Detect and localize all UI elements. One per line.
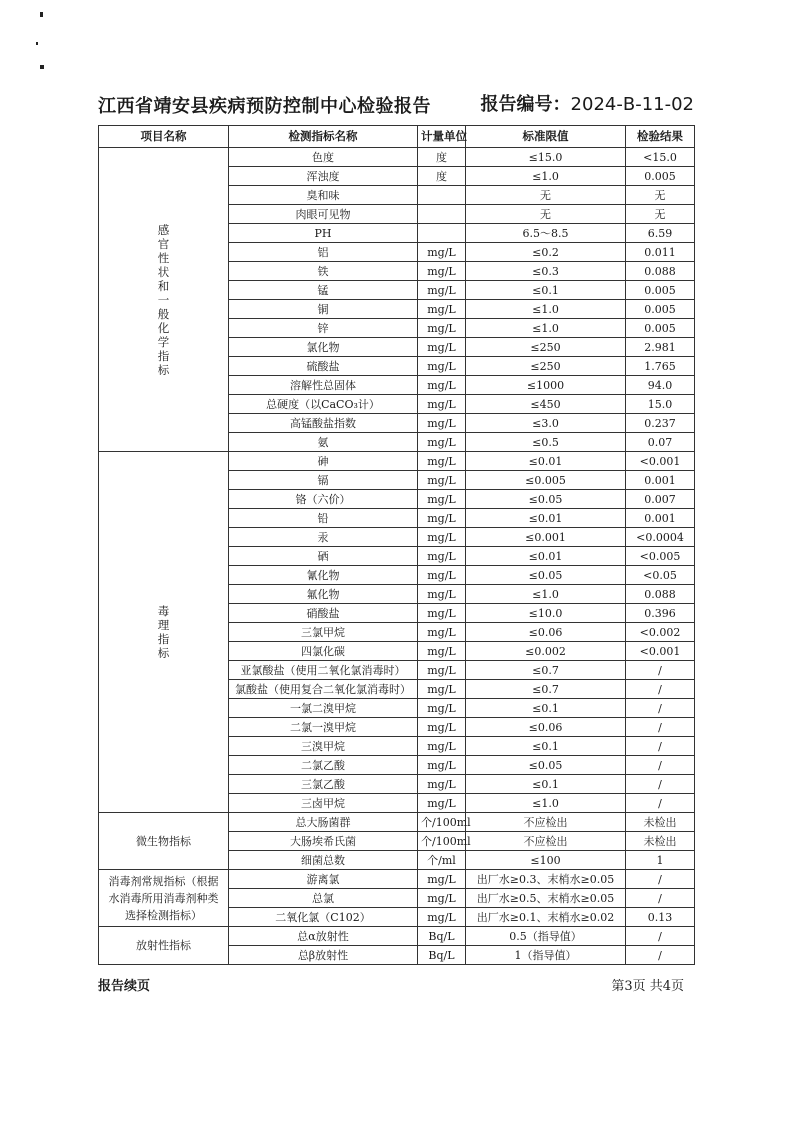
result-cell: 0.007 (626, 490, 695, 509)
unit-cell: mg/L (418, 908, 466, 927)
scan-speck-1 (40, 12, 43, 17)
limit-cell: 无 (466, 205, 626, 224)
indicator-cell: 砷 (229, 452, 418, 471)
indicator-cell: 四氯化碳 (229, 642, 418, 661)
category-cell (99, 148, 229, 452)
result-cell: 0.005 (626, 167, 695, 186)
report-title: 江西省靖安县疾病预防控制中心检验报告 (98, 96, 431, 117)
limit-cell: ≤0.01 (466, 452, 626, 471)
limit-cell: ≤10.0 (466, 604, 626, 623)
indicator-cell: 高锰酸盐指数 (229, 414, 418, 433)
indicator-cell: 一氯二溴甲烷 (229, 699, 418, 718)
category-label: 放射性指标 (136, 939, 191, 952)
result-cell: / (626, 889, 695, 908)
indicator-cell: 细菌总数 (229, 851, 418, 870)
limit-cell: ≤0.05 (466, 490, 626, 509)
unit-cell: mg/L (418, 889, 466, 908)
result-cell: 0.011 (626, 243, 695, 262)
unit-cell: mg/L (418, 452, 466, 471)
limit-cell: 出厂水≥0.1、末梢水≥0.02 (466, 908, 626, 927)
indicator-cell: 氟化物 (229, 585, 418, 604)
indicator-cell: 铬（六价） (229, 490, 418, 509)
indicator-cell: 总硬度（以CaCO₃计） (229, 395, 418, 414)
indicator-cell: 锰 (229, 281, 418, 300)
indicator-cell: 大肠埃希氏菌 (229, 832, 418, 851)
result-cell: 0.001 (626, 471, 695, 490)
table-row (99, 813, 695, 832)
category-cell (99, 927, 229, 965)
unit-cell: mg/L (418, 756, 466, 775)
result-cell: 0.07 (626, 433, 695, 452)
result-cell: <15.0 (626, 148, 695, 167)
indicator-cell: 臭和味 (229, 186, 418, 205)
result-cell: 0.396 (626, 604, 695, 623)
indicator-cell: 三氯甲烷 (229, 623, 418, 642)
limit-cell: ≤0.5 (466, 433, 626, 452)
table-row (99, 148, 695, 167)
indicator-cell: 铜 (229, 300, 418, 319)
indicator-cell: 浑浊度 (229, 167, 418, 186)
limit-cell: ≤1.0 (466, 167, 626, 186)
column-header: 检测指标名称 (229, 126, 418, 148)
category-label: 消毒剂常规指标（根据水消毒所用消毒剂种类选择检测指标） (108, 874, 219, 922)
unit-cell: mg/L (418, 566, 466, 585)
unit-cell: mg/L (418, 775, 466, 794)
indicator-cell: 铝 (229, 243, 418, 262)
unit-cell: 个/100ml (418, 813, 466, 832)
result-cell: 1.765 (626, 357, 695, 376)
limit-cell: ≤0.1 (466, 699, 626, 718)
result-cell: 未检出 (626, 813, 695, 832)
unit-cell: mg/L (418, 623, 466, 642)
limit-cell: ≤0.1 (466, 775, 626, 794)
result-cell: 0.005 (626, 319, 695, 338)
category-label: 毒理指标 (157, 604, 170, 660)
indicator-cell: 硫酸盐 (229, 357, 418, 376)
unit-cell (418, 186, 466, 205)
unit-cell: 度 (418, 148, 466, 167)
report-number-value: 2024-B-11-02 (570, 94, 694, 115)
indicator-cell: 总氯 (229, 889, 418, 908)
limit-cell: ≤450 (466, 395, 626, 414)
limit-cell: 不应检出 (466, 832, 626, 851)
result-cell: / (626, 794, 695, 813)
limit-cell: ≤0.06 (466, 623, 626, 642)
indicator-cell: 硝酸盐 (229, 604, 418, 623)
result-cell: / (626, 680, 695, 699)
limit-cell: ≤0.05 (466, 756, 626, 775)
unit-cell: 个/ml (418, 851, 466, 870)
unit-cell: mg/L (418, 319, 466, 338)
result-cell: / (626, 927, 695, 946)
unit-cell: mg/L (418, 604, 466, 623)
unit-cell: mg/L (418, 718, 466, 737)
unit-cell: mg/L (418, 870, 466, 889)
result-cell: 0.237 (626, 414, 695, 433)
unit-cell: mg/L (418, 300, 466, 319)
indicator-cell: 镉 (229, 471, 418, 490)
scan-speck-3 (40, 65, 44, 69)
limit-cell: ≤0.1 (466, 281, 626, 300)
limit-cell: ≤1.0 (466, 794, 626, 813)
unit-cell: mg/L (418, 528, 466, 547)
page-header (98, 88, 694, 118)
unit-cell: mg/L (418, 262, 466, 281)
limit-cell: ≤0.005 (466, 471, 626, 490)
indicator-cell: 三氯乙酸 (229, 775, 418, 794)
limit-cell: ≤0.01 (466, 509, 626, 528)
result-cell: <0.005 (626, 547, 695, 566)
result-cell: / (626, 946, 695, 965)
result-cell: 无 (626, 186, 695, 205)
indicator-cell: 色度 (229, 148, 418, 167)
result-cell: / (626, 718, 695, 737)
result-cell: / (626, 737, 695, 756)
unit-cell: mg/L (418, 395, 466, 414)
limit-cell: ≤0.7 (466, 661, 626, 680)
column-header: 计量单位 (418, 126, 466, 148)
limit-cell: ≤0.01 (466, 547, 626, 566)
column-header: 项目名称 (99, 126, 229, 148)
result-cell: 0.088 (626, 262, 695, 281)
table-row (99, 452, 695, 471)
limit-cell: 出厂水≥0.5、末梢水≥0.05 (466, 889, 626, 908)
category-cell (99, 813, 229, 870)
indicator-cell: 二氧化氯（C102） (229, 908, 418, 927)
unit-cell: mg/L (418, 414, 466, 433)
result-cell: 0.13 (626, 908, 695, 927)
indicator-cell: 总大肠菌群 (229, 813, 418, 832)
unit-cell: Bq/L (418, 927, 466, 946)
category-label: 感官性状和一般化学指标 (157, 222, 170, 377)
limit-cell: ≤0.7 (466, 680, 626, 699)
unit-cell (418, 224, 466, 243)
limit-cell: 无 (466, 186, 626, 205)
indicator-cell: 溶解性总固体 (229, 376, 418, 395)
result-cell: <0.0004 (626, 528, 695, 547)
result-cell: <0.001 (626, 642, 695, 661)
result-cell: / (626, 756, 695, 775)
indicator-cell: 铅 (229, 509, 418, 528)
inspection-table (98, 125, 695, 965)
result-cell: 0.005 (626, 300, 695, 319)
unit-cell: 个/100ml (418, 832, 466, 851)
indicator-cell: 亚氯酸盐（使用二氧化氯消毒时） (229, 661, 418, 680)
unit-cell: mg/L (418, 547, 466, 566)
column-header: 检验结果 (626, 126, 695, 148)
indicator-cell: 汞 (229, 528, 418, 547)
result-cell: 2.981 (626, 338, 695, 357)
result-cell: / (626, 870, 695, 889)
unit-cell: mg/L (418, 794, 466, 813)
unit-cell: mg/L (418, 433, 466, 452)
indicator-cell: 硒 (229, 547, 418, 566)
result-cell: <0.001 (626, 452, 695, 471)
indicator-cell: 总α放射性 (229, 927, 418, 946)
result-cell: 未检出 (626, 832, 695, 851)
limit-cell: ≤1.0 (466, 585, 626, 604)
unit-cell (418, 205, 466, 224)
limit-cell: ≤0.06 (466, 718, 626, 737)
table-header-row (99, 126, 695, 148)
continuation-label: 报告续页 (98, 979, 151, 994)
scan-speck-2 (36, 42, 38, 45)
unit-cell: mg/L (418, 661, 466, 680)
category-cell (99, 870, 229, 927)
table-row (99, 927, 695, 946)
limit-cell: ≤0.3 (466, 262, 626, 281)
result-cell: / (626, 699, 695, 718)
indicator-cell: 二氯乙酸 (229, 756, 418, 775)
limit-cell: 6.5～8.5 (466, 224, 626, 243)
limit-cell: ≤1000 (466, 376, 626, 395)
result-cell: 6.59 (626, 224, 695, 243)
limit-cell: ≤250 (466, 357, 626, 376)
result-cell: 1 (626, 851, 695, 870)
indicator-cell: 氰化物 (229, 566, 418, 585)
result-cell: 94.0 (626, 376, 695, 395)
indicator-cell: PH (229, 224, 418, 243)
indicator-cell: 二氯一溴甲烷 (229, 718, 418, 737)
limit-cell: 0.5（指导值） (466, 927, 626, 946)
result-cell: 15.0 (626, 395, 695, 414)
category-cell (99, 452, 229, 813)
limit-cell: ≤1.0 (466, 300, 626, 319)
limit-cell: ≤1.0 (466, 319, 626, 338)
indicator-cell: 三溴甲烷 (229, 737, 418, 756)
unit-cell: mg/L (418, 357, 466, 376)
page-number: 第3页 共4页 (611, 979, 684, 994)
indicator-cell: 氯酸盐（使用复合二氧化氯消毒时） (229, 680, 418, 699)
indicator-cell: 三卤甲烷 (229, 794, 418, 813)
unit-cell: 度 (418, 167, 466, 186)
result-cell: 0.005 (626, 281, 695, 300)
limit-cell: ≤0.002 (466, 642, 626, 661)
unit-cell: mg/L (418, 338, 466, 357)
page-footer (98, 975, 694, 997)
result-cell: <0.05 (626, 566, 695, 585)
limit-cell: ≤0.1 (466, 737, 626, 756)
unit-cell: mg/L (418, 281, 466, 300)
limit-cell: 不应检出 (466, 813, 626, 832)
unit-cell: mg/L (418, 680, 466, 699)
report-number (481, 90, 694, 116)
result-cell: <0.002 (626, 623, 695, 642)
unit-cell: mg/L (418, 490, 466, 509)
limit-cell: ≤15.0 (466, 148, 626, 167)
table-row (99, 870, 695, 889)
limit-cell: ≤100 (466, 851, 626, 870)
column-header: 标准限值 (466, 126, 626, 148)
unit-cell: mg/L (418, 642, 466, 661)
category-label: 微生物指标 (136, 834, 191, 848)
indicator-cell: 氯化物 (229, 338, 418, 357)
limit-cell: ≤0.2 (466, 243, 626, 262)
limit-cell: 出厂水≥0.3、末梢水≥0.05 (466, 870, 626, 889)
unit-cell: mg/L (418, 585, 466, 604)
indicator-cell: 游离氯 (229, 870, 418, 889)
unit-cell: mg/L (418, 376, 466, 395)
indicator-cell: 铁 (229, 262, 418, 281)
result-cell: / (626, 775, 695, 794)
limit-cell: 1（指导值） (466, 946, 626, 965)
result-cell: / (626, 661, 695, 680)
limit-cell: ≤0.05 (466, 566, 626, 585)
indicator-cell: 锌 (229, 319, 418, 338)
unit-cell: mg/L (418, 471, 466, 490)
unit-cell: mg/L (418, 699, 466, 718)
report-number-label: 报告编号： (480, 94, 571, 115)
result-cell: 无 (626, 205, 695, 224)
result-cell: 0.001 (626, 509, 695, 528)
limit-cell: ≤3.0 (466, 414, 626, 433)
result-cell: 0.088 (626, 585, 695, 604)
unit-cell: mg/L (418, 243, 466, 262)
indicator-cell: 氨 (229, 433, 418, 452)
indicator-cell: 总β放射性 (229, 946, 418, 965)
unit-cell: mg/L (418, 509, 466, 528)
unit-cell: mg/L (418, 737, 466, 756)
indicator-cell: 肉眼可见物 (229, 205, 418, 224)
limit-cell: ≤250 (466, 338, 626, 357)
unit-cell: Bq/L (418, 946, 466, 965)
limit-cell: ≤0.001 (466, 528, 626, 547)
